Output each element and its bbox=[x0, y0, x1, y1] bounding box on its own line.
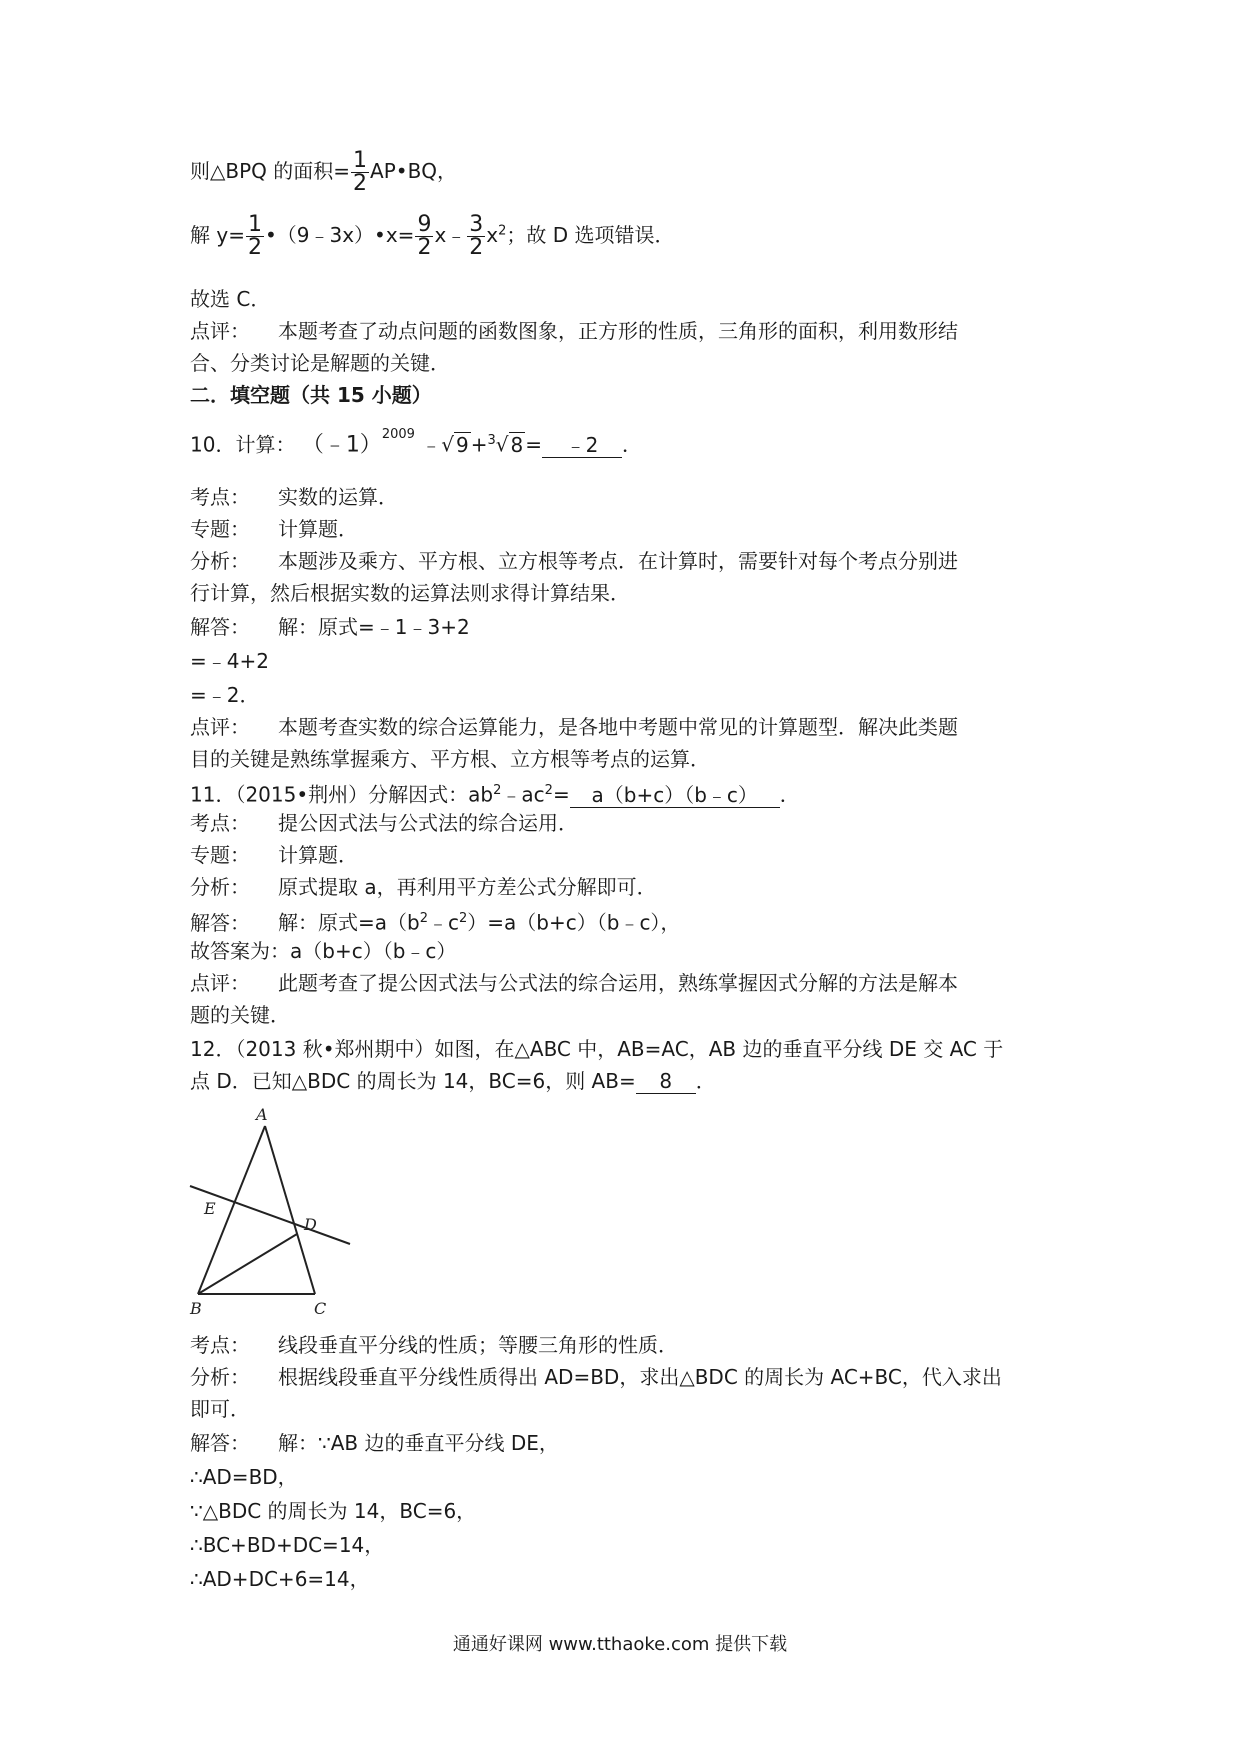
label-a: A bbox=[256, 1105, 268, 1124]
q10-jd-2: =﹣4+2 bbox=[190, 649, 269, 673]
q10-jd-3: =﹣2． bbox=[190, 683, 260, 707]
kd-text: 提公因式法与公式法的综合运用． bbox=[278, 811, 578, 835]
q11-tail: ． bbox=[779, 782, 800, 807]
q12-line-1: ∴AD=BD， bbox=[190, 1465, 298, 1489]
q11-kd bbox=[190, 808, 578, 838]
q10-dp-1 bbox=[190, 712, 958, 742]
solve-pre: 解 y= bbox=[190, 223, 245, 247]
solve-post: ；故 D 选项错误． bbox=[506, 223, 675, 247]
zt-text: 计算题． bbox=[278, 517, 358, 541]
fx-text: 本题涉及乘方、平方根、立方根等考点．在计算时，需要针对每个考点分别进 bbox=[278, 549, 958, 573]
comment-text: 本题考查了动点问题的函数图象，正方形的性质，三角形的面积，利用数形结 bbox=[278, 319, 958, 343]
q12-answer: 8 bbox=[636, 1069, 696, 1094]
q12-jd-1 bbox=[190, 1428, 559, 1458]
q12-stem-2 bbox=[190, 1066, 716, 1096]
q11-answer: a（b+c）（b﹣c） bbox=[570, 783, 780, 808]
q10-plus: + bbox=[470, 432, 488, 457]
fraction-num: 1 bbox=[247, 212, 262, 237]
solve-line bbox=[190, 214, 675, 259]
dp-text: 此题考查了提公因式法与公式法的综合运用，熟练掌握因式分解的方法是解本 bbox=[278, 971, 958, 995]
area-line-post: AP•BQ， bbox=[370, 159, 458, 183]
q10-dp-2: 目的关键是熟练掌握乘方、平方根、立方根等考点的运算． bbox=[190, 747, 710, 771]
jd-text: 解：原式=﹣1﹣3+2 bbox=[278, 615, 470, 639]
comment-line-2: 合、分类讨论是解题的关键． bbox=[190, 351, 450, 375]
q11-jd bbox=[190, 904, 680, 938]
label-d: D bbox=[304, 1215, 317, 1234]
area-line bbox=[190, 150, 457, 195]
q10-tail: ． bbox=[622, 432, 643, 457]
label-b: B bbox=[190, 1299, 202, 1318]
q11-answer-line: 故答案为：a（b+c）（b﹣c） bbox=[190, 939, 457, 963]
label-c: C bbox=[314, 1299, 327, 1318]
q11-dp-1 bbox=[190, 968, 958, 998]
fraction-den: 2 bbox=[469, 235, 484, 260]
solve-mid1: •（9﹣3x）•x= bbox=[264, 223, 415, 247]
superscript: 2 bbox=[544, 783, 553, 798]
superscript: 2 bbox=[493, 783, 502, 798]
segment-bd bbox=[198, 1234, 297, 1294]
fx-text: 根据线段垂直平分线性质得出 AD=BD，求出△BDC 的周长为 AC+BC，代入求出 bbox=[278, 1365, 1002, 1389]
q12-stem-pre: 点 D．已知△BDC 的周长为 14，BC=6，则 AB= bbox=[190, 1069, 636, 1093]
comment-label: 点评： bbox=[190, 319, 250, 343]
fraction-den: 2 bbox=[353, 171, 368, 196]
q10-cbrt-value: 8 bbox=[510, 432, 524, 457]
page-footer: 通通好课网 www.tthaoke.com 提供下载 bbox=[452, 1634, 788, 1655]
superscript: 2 bbox=[498, 223, 507, 239]
q12-fx-1 bbox=[190, 1362, 1002, 1392]
triangle-figure bbox=[180, 1100, 360, 1320]
jd-label: 解答： bbox=[190, 1431, 250, 1455]
q11-zt bbox=[190, 840, 358, 870]
fraction-num: 3 bbox=[469, 212, 484, 237]
dp-label: 点评： bbox=[190, 971, 250, 995]
fx-label: 分析： bbox=[190, 875, 250, 899]
q10-sqrt-value: 9 bbox=[456, 432, 469, 457]
q10-stem-pre: 10．计算： bbox=[190, 432, 296, 457]
q10-fx-1 bbox=[190, 546, 958, 576]
q12-line-2: ∵△BDC 的周长为 14，BC=6， bbox=[190, 1499, 477, 1523]
kd-text: 线段垂直平分线的性质；等腰三角形的性质． bbox=[278, 1333, 678, 1357]
solve-mid2: x﹣ bbox=[434, 223, 467, 247]
q10-exponent: 2009 bbox=[381, 427, 415, 442]
fraction-half bbox=[351, 150, 369, 195]
q12-tail: ． bbox=[695, 1069, 716, 1093]
jd-label: 解答： bbox=[190, 910, 250, 935]
dp-label: 点评： bbox=[190, 715, 250, 739]
jd-text: 解：∵AB 边的垂直平分线 DE， bbox=[278, 1431, 559, 1455]
fraction-den: 2 bbox=[247, 235, 262, 260]
comment-line-1 bbox=[190, 316, 958, 346]
q11-stem-pre: 11．（2015•荆州）分解因式：ab bbox=[190, 782, 494, 807]
jd-post: ）=a（b+c）（b﹣c）， bbox=[467, 910, 681, 935]
label-e: E bbox=[204, 1199, 216, 1218]
jd-mid: ﹣c bbox=[428, 910, 459, 935]
q10-kd bbox=[190, 482, 398, 512]
q10-jd-1 bbox=[190, 612, 470, 642]
zt-label: 专题： bbox=[190, 843, 250, 867]
area-line-pre: 则△BPQ 的面积= bbox=[190, 159, 351, 183]
kd-label: 考点： bbox=[190, 811, 250, 835]
zt-text: 计算题． bbox=[278, 843, 358, 867]
q10-cbrt-index: 3 bbox=[487, 433, 496, 448]
side-ac bbox=[265, 1126, 315, 1294]
choose-line: 故选 C． bbox=[190, 287, 271, 311]
fx-text: 原式提取 a，再利用平方差公式分解即可． bbox=[278, 875, 657, 899]
q12-line-4: ∴AD+DC+6=14， bbox=[190, 1567, 370, 1591]
q10-fx-2: 行计算，然后根据实数的运算法则求得计算结果． bbox=[190, 581, 630, 605]
dp-text: 本题考查实数的综合运算能力，是各地中考题中常见的计算题型．解决此类题 bbox=[278, 715, 958, 739]
fx-label: 分析： bbox=[190, 1365, 250, 1389]
q12-stem-1: 12．（2013 秋•郑州期中）如图，在△ABC 中，AB=AC，AB 边的垂直平分线 DE 交 AC 于 bbox=[190, 1037, 1004, 1061]
jd-pre: 解：原式=a（b bbox=[278, 910, 420, 935]
fraction-2 bbox=[415, 214, 433, 259]
kd-text: 实数的运算． bbox=[278, 485, 398, 509]
kd-label: 考点： bbox=[190, 1333, 250, 1357]
superscript: 2 bbox=[419, 911, 428, 926]
q11-equals: = bbox=[552, 782, 570, 807]
q11-stem-mid: ﹣ac bbox=[501, 782, 545, 807]
q10-zt bbox=[190, 514, 358, 544]
kd-label: 考点： bbox=[190, 485, 250, 509]
q10-equals: = bbox=[525, 432, 543, 457]
q12-line-3: ∴BC+BD+DC=14， bbox=[190, 1533, 385, 1557]
fx-label: 分析： bbox=[190, 549, 250, 573]
fraction-num: 1 bbox=[353, 148, 368, 173]
q12-fx-2: 即可． bbox=[190, 1397, 250, 1421]
q11-stem bbox=[190, 776, 800, 810]
jd-label: 解答： bbox=[190, 615, 250, 639]
q10-base: （﹣1） bbox=[301, 432, 382, 458]
section-title: 二．填空题（共 15 小题） bbox=[190, 383, 432, 407]
q10-answer: ﹣2 bbox=[542, 433, 622, 458]
solve-x: x bbox=[486, 223, 499, 247]
q10-stem: 10．计算： （﹣1）$^{2009}$ ﹣√ 9 +$^3$√ 8 = ﹣2 ． bbox=[190, 427, 643, 458]
q11-fx bbox=[190, 872, 657, 902]
zt-label: 专题： bbox=[190, 517, 250, 541]
superscript: 2 bbox=[459, 911, 468, 926]
fraction-3 bbox=[467, 214, 485, 259]
q11-dp-2: 题的关键． bbox=[190, 1003, 290, 1027]
fraction-1 bbox=[246, 214, 264, 259]
fraction-den: 2 bbox=[417, 235, 432, 260]
q12-kd bbox=[190, 1330, 678, 1360]
fraction-num: 9 bbox=[417, 212, 432, 237]
q10-minus: ﹣ bbox=[421, 432, 442, 457]
